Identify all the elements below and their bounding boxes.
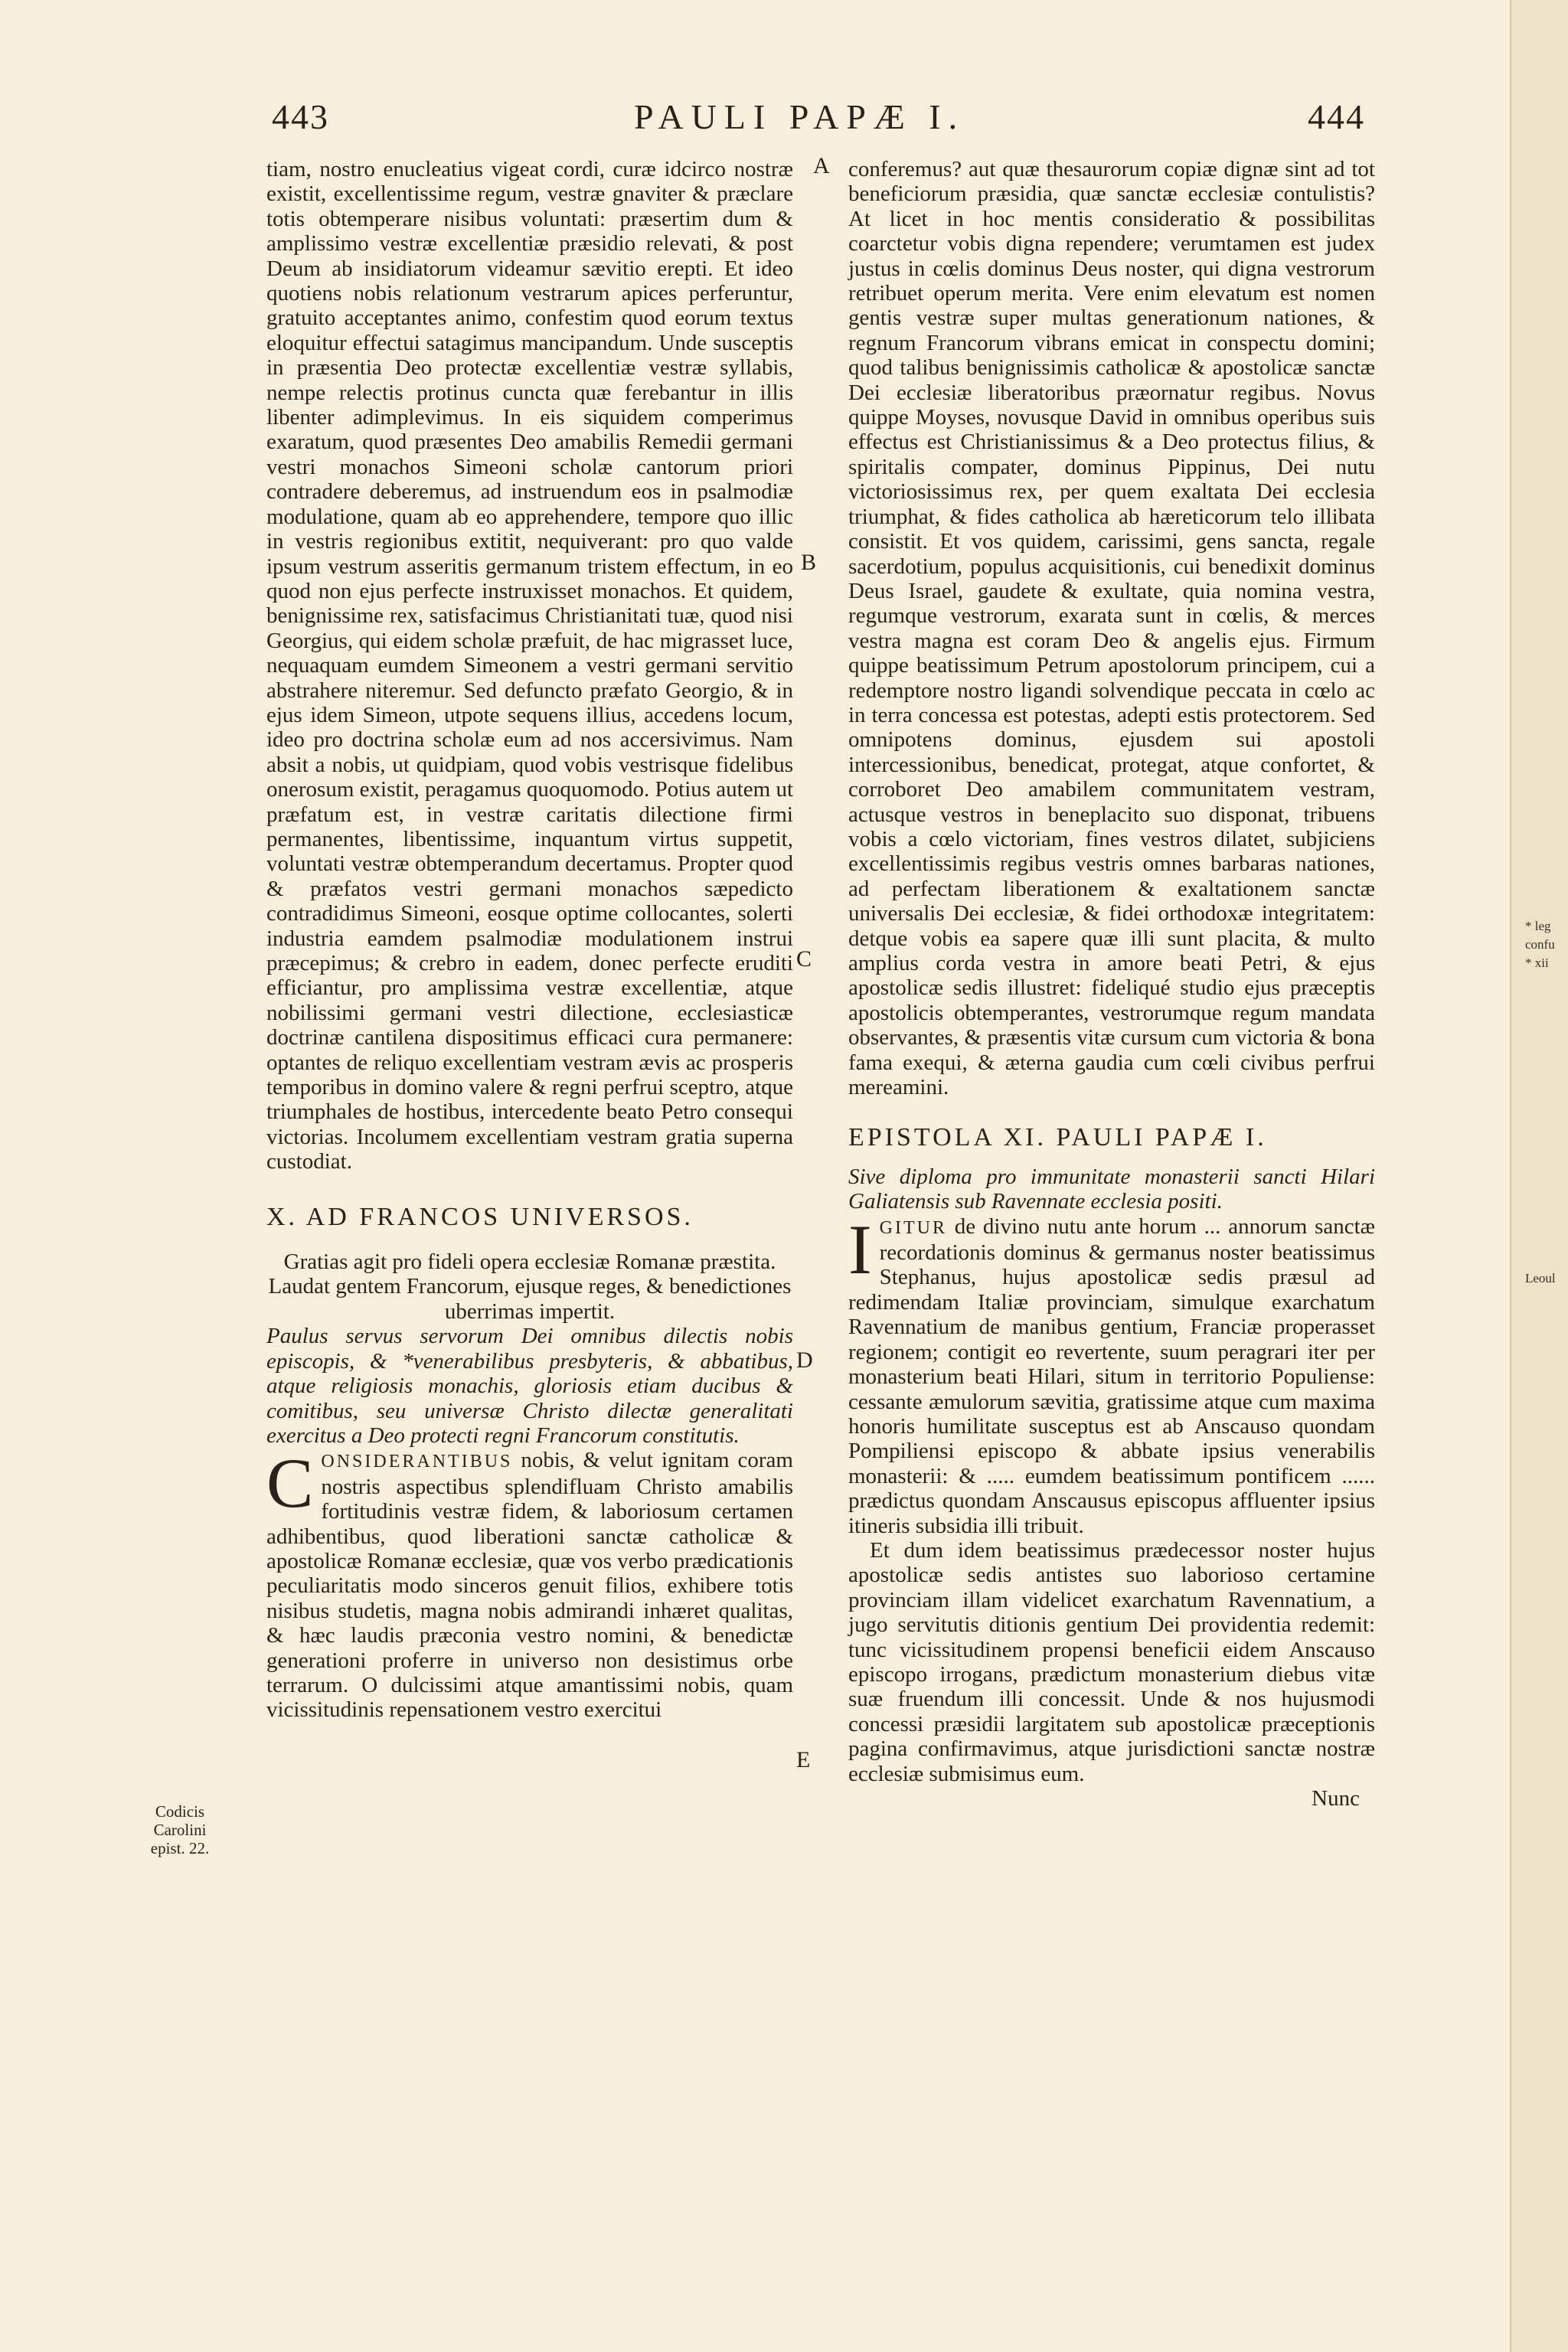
epistola-xi-body-text: de divino nutu ante horum ... annorum sanctæ recordationis dominus & germanus noster beatissimus Stephanus, hujus apostolicæ sedis præsul ad redimendam Italiæ provinciam, simulque exarchatum Ravennatium de manibus gentium, Franciæ properasset regionem; contigit eo revertente, suum peragrari iter per monasterium beati Hilari, situm in territorio Populiense: cessante æmulorum sævitia, gratissime atque cum maxima honoris humilitate susceptus est ab Anscauso quondam Pompiliensi episcopo & abbate ipsius venerabilis monasterii: & ..... eumdem beatissimum pontificem ...... prædictus quondam Anscausus episcopus affluenter ipsius itineris subsidia illi tribuit. [848, 1214, 1375, 1538]
opening-small-caps: ONSIDERANTIBUS [321, 1452, 513, 1472]
catchword: Nunc [1312, 1786, 1360, 1811]
page-header [0, 90, 1510, 136]
letter-x-continuation: conferemus? aut quæ thesaurorum copiæ dignæ sint ad tot beneficiorum præsidia, quæ sanctæ ecclesiæ contulistis? At licet in hoc mentis consideratio & possibilitas coarctetur vobis digna rependere; verumtamen est judex justus in cœlis dominus Deus noster, qui digna vestrorum retribuet operum merita. Vere enim elevatum est nomen gentis vestræ super multas generationum nationes, & regnum Francorum vibrans emicat in conspectu domini; quod talibus benignissimis catholicæ & apostolicæ sanctæ Dei ecclesiæ liberatoribus præornatur regibus. Novus quippe Moyses, novusque David in omnibus operibus suis effectus est Christianissimus & a Deo protectus filius, & spiritalis compater, dominus Pippinus, Dei nutu victoriosissimus rex, per quem exaltata Dei ecclesia triumphat, & fides catholica ab hæreticorum telo illibata consistit. Et vos quidem, carissimi, gens sancta, regale sacerdotium, populus acquisitionis, cui benedixit dominus Deus Israel, gaudete & exultate, quia nomina vestra, regumque vestrorum, exarata sunt in cœlis, & merces vestra magna est coram Deo & angelis ejus. Firmum quippe beatissimum Petrum apostolorum principem, cui a redemptore nostro ligandi solvendique peccata in cœlo ac in terra concessa est potestas, adepti estis protectorem. Sed omnipotens dominus, ejusdem sui apostoli intercessionibus, benedicat, protegat, atque confortet, & corroboret Deo amabilem communitatem vestram, actusque vestros in beneplacito suo disponat, tribuens vobis a cœlo victoriam, fines vestros dilatet, subjiciens excellentissimis regibus vestris omnes barbaras nationes, ad perfectam liberationem & exaltationem sanctæ universalis Dei ecclesiæ, & fidei orthodoxæ integritatem: detque vobis ea sapere quæ illi sunt placita, & multo amplius corda vestra in amore beati Petri, & ejus apostolicæ sedis illustret: fideliqué studio ejus præceptis apostolicis obtemperantes, vestrorumque regum mandata observantes, & præsentis vitæ cursum cum victoria & bona fama exequi, & æterna gaudia cum cœli civibus perfrui mereamini. [848, 157, 1375, 1100]
page-number-left: 443 [272, 97, 329, 136]
drop-cap-c: C [266, 1444, 314, 1523]
epistola-xi-heading: EPISTOLA XI. PAULI PAPÆ I. [848, 1123, 1267, 1152]
section-marker-a: A [813, 153, 830, 178]
page-number-right: 444 [1308, 97, 1365, 136]
edge-note-4: Leoul [1525, 1271, 1556, 1285]
right-column [848, 157, 1375, 1811]
section-marker-d: D [796, 1348, 813, 1373]
section-marker-e: E [796, 1747, 811, 1772]
edge-note-3: * xii [1525, 956, 1549, 970]
running-title: PAULI PAPÆ I. [634, 97, 965, 136]
letter-x-summary: Gratias agit pro fideli opera ecclesiæ Romanæ præstita. Laudat gentem Francorum, ejusque reges, & benedictiones uberrimas impertit. [268, 1250, 792, 1324]
epistola-xi-paragraph-2: Et dum idem beatissimus prædecessor noster hujus apostolicæ sedis antistes suo laborioso certamine provinciam illam videlicet exarchatum Ravennatium, a jugo servitutis ditionis gentium Dei providentia redemit: tunc vicissitudinem propensi beneficii eidem Anscauso episcopo irrogans, prædictum monasterium diebus vitæ suæ fruendum illi concessit. Unde & nos hujusmodi concessi præsidii largitatem sub apostolicæ præceptionis pagina confirmavimus, atque jurisdictioni sanctæ nostræ ecclesiæ submisimus eum. [848, 1537, 1375, 1786]
drop-cap-i: I [848, 1210, 872, 1289]
letter-x-body [266, 1444, 793, 1723]
left-column [266, 157, 793, 1723]
letter-x-body-text: nobis, & velut ignitam coram nostris aspectibus splendifluam Christo amabilis fortitudinis vestræ fidem, & laboriosum certamen adhibentibus, quod liberationi sanctæ catholicæ & apostolicæ Romanæ ecclesiæ, quæ vos verbo prædicationis peculiaritatis modo sinceros genuit filios, exhibere totis nisibus studetis, magna nobis admirandi inhæret qualitas, & hæc laudis præconia vestro nomini, & benedictæ generationi proferre in universo non desistimus orbe terrarum. O dulcissimi atque amantissimi nobis, quam vicissitudinis repensationem vestro exercitui [266, 1448, 793, 1723]
epistola-xi-subtitle: Sive diploma pro immunitate monasterii sancti Hilari Galiatensis sub Ravennate ecclesia positi. [848, 1164, 1375, 1214]
section-marker-b: B [801, 550, 817, 575]
edge-note-2: confu [1525, 937, 1555, 952]
edge-note-1: * leg [1525, 919, 1551, 933]
margin-note-codex: Codicis Carolini epist. 22. [150, 1802, 210, 1857]
letter-x-heading: X. AD FRANCOS UNIVERSOS. [266, 1202, 694, 1231]
section-marker-c: C [796, 946, 812, 972]
letter-ending-text: tiam, nostro enucleatius vigeat cordi, curæ idcirco nostræ existit, excellentissime regum, vestræ gnaviter & præclare totis obtemperare nisibus voluntati: præsertim dum & amplissimo vestræ excellentiæ præsidio relevati, & post Deum ab insidiatorum videamur sævitio erepti. Et ideo quotiens nobis relationum vestrarum apices perferuntur, gratuito acceptantes animo, confestim quod eorum textus eloquitur effectui satagimus mancipandum. Unde susceptis in præsentia Deo protectæ excellentiæ vestræ syllabis, nempe relectis protinus cuncta quæ ferebantur in illis libenter adimplevimus. In eis siquidem comperimus exaratum, quod præsentes Deo amabilis Remedii germani vestri monachos Simeoni scholæ cantorum priori contradere deberemus, ad instruendum eos in psalmodiæ modulatione, quam ab eo apprehendere, tempore quo illic in vestris regionibus extitit, nequiverant: pro quo valde ipsum vestrum asseritis germanum tristem effectum, in eo quod non ejus perfecte instruxisset monachos. Et quidem, benignissime rex, satisfacimus Christianitati tuæ, quod nisi Georgius, qui eidem scholæ præfuit, de hac migrasset luce, nequaquam eumdem Simeonem a vestri germani servitio abstrahere niteremur. Sed defuncto præfato Georgio, & in ejus idem Simeon, utpote sequens illius, accedens locum, ideo pro doctrina scholæ eum ad nos accersivimus. Nam absit a nobis, ut quidpiam, quod vobis vestrisque fidelibus onerosum existit, peragamus quoquomodo. Potius autem ut præfatum est, in vestræ caritatis dilectione firmi permanentes, libentissime, inquantum virtus suppetit, voluntati vestræ obtemperandum decertamus. Propter quod & præfatos vestri germani monachos sæpedicto contradidimus Simeoni, eosque optime collocantes, solerti industria eamdem psalmodiæ modulationem instrui præcepimus; & crebro in eadem, donec perfecte eruditi efficiantur, pro amplissima vestræ excellentiæ, atque nobilissimi germani vestri dilectione, ecclesiasticæ doctrinæ cantilena dispositimus efficaci cura permanere: optantes de reliquo excellentiam vestram ævis ac prosperis temporibus in domino valere & regni perfrui sceptro, atque triumphales de hostibus, intercedente beato Petro consequi victorias. Incolumem excellentiam vestram gratia superna custodiat. [266, 157, 793, 1174]
opening-small-caps-igitur: GITUR [879, 1217, 947, 1238]
letter-x-salutation: Paulus servus servorum Dei omnibus dilectis nobis episcopis, & *venerabilibus presbyteris, & abbatibus, atque religiosis monachis, gloriosis etiam ducibus & comitibus, seu universæ Christo dilectæ generalitati exercitus a Deo protecti regni Francorum constitutis. [266, 1324, 793, 1448]
facing-page-edge [1510, 0, 1568, 2352]
epistola-xi-body [848, 1210, 1375, 1538]
